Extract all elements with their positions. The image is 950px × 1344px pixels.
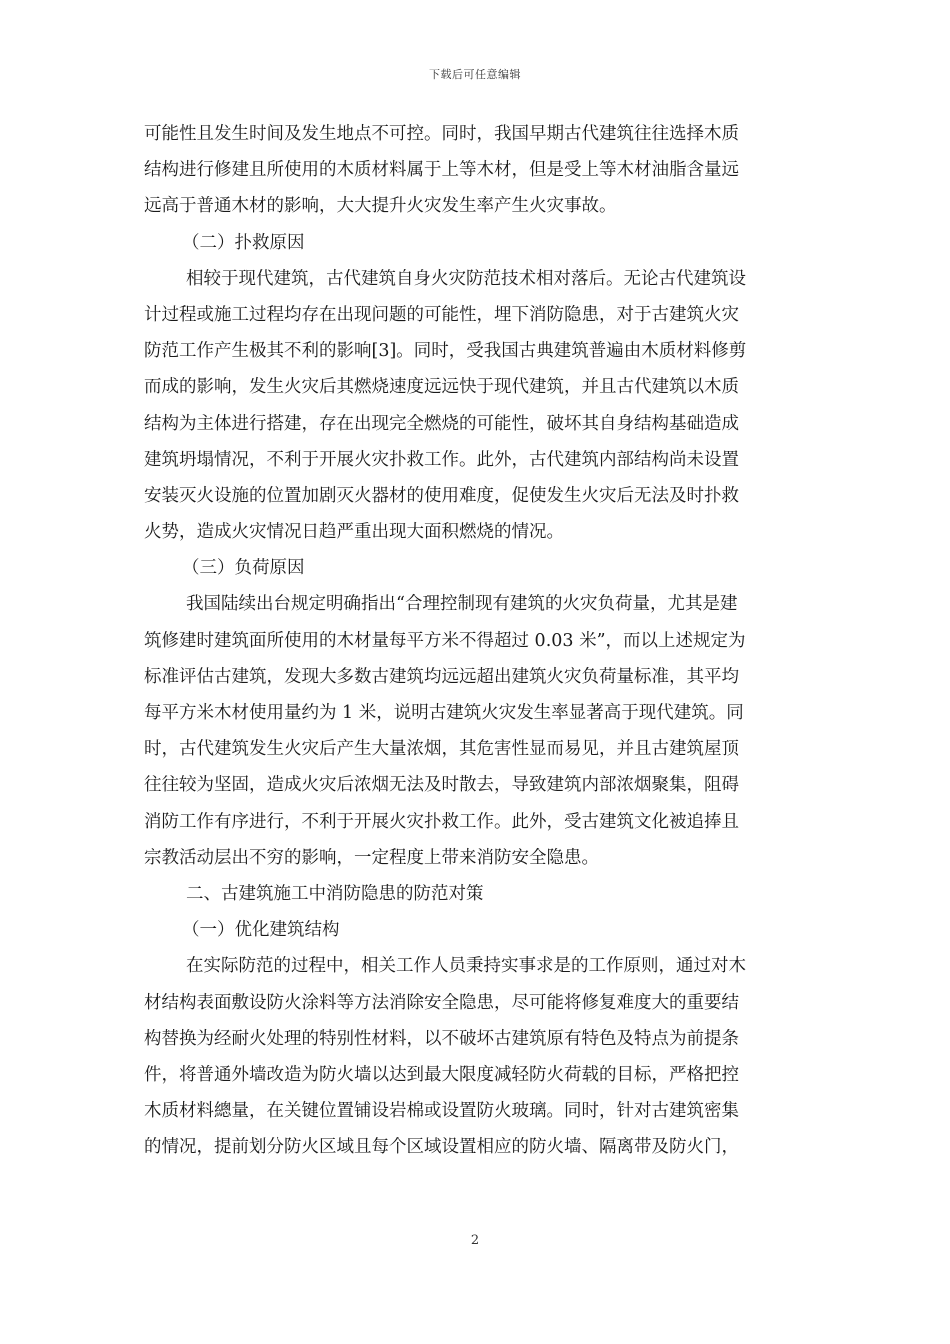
text-line: 筑修建时建筑面所使用的木材量每平方米不得超过 0.03 米”，而以上述规定为: [144, 630, 746, 651]
paragraph-first-line: 相较于现代建筑，古代建筑自身火灾防范技术相对落后。无论古代建筑设: [186, 268, 746, 289]
section-heading: （一）优化建筑结构: [182, 920, 340, 941]
text-line: 每平方米木材使用量约为 1 米，说明古建筑火灾发生率显著高于现代建筑。同: [144, 703, 744, 723]
section-heading: （三）负荷原因: [182, 558, 305, 579]
text-line: 可能性且发生时间及发生地点不可控。同时，我国早期古代建筑往往选择木质: [144, 124, 739, 144]
text-line: 建筑坍塌情况，不利于开展火灾扑救工作。此外，古代建筑内部结构尚未设置: [144, 449, 739, 470]
text-line: 防范工作产生极其不利的影响[3]。同时，受我国古典建筑普遍由木质材料修剪: [144, 341, 747, 362]
paragraph-first-line: 我国陆续出台规定明确指出“合理控制现有建筑的火灾负荷量，尤其是建: [186, 594, 738, 615]
text-line: 往往较为坚固，造成火灾后浓烟无法及时散去，导致建筑内部浓烟聚集，阻碍: [144, 775, 739, 796]
text-line: 结构为主体进行搭建，存在出现完全燃烧的可能性，破坏其自身结构基础造成: [144, 413, 739, 434]
text-line: 木质材料總量，在关键位置铺设岩棉或设置防火玻璃。同时，针对古建筑密集: [144, 1101, 739, 1122]
text-line: 消防工作有序进行，不利于开展火灾扑救工作。此外，受古建筑文化被追捧且: [144, 811, 739, 832]
text-line: 而成的影响，发生火灾后其燃烧速度远远快于现代建筑，并且古代建筑以木质: [144, 377, 739, 398]
text-line: 结构进行修建且所使用的木质材料属于上等木材，但是受上等木材油脂含量远: [144, 160, 739, 181]
text-line: 火势，造成火灾情况日趋严重出现大面积燃烧的情况。: [144, 522, 564, 543]
paragraph-first-line: 在实际防范的过程中，相关工作人员秉持实事求是的工作原则，通过对木: [186, 956, 746, 977]
chapter-heading: 二、古建筑施工中消防隐患的防范对策: [186, 883, 484, 904]
page-number: 2: [470, 1233, 480, 1248]
text-line: 安装灭火设施的位置加剧灭火器材的使用难度，促使发生火灾后无法及时扑救: [144, 485, 739, 506]
text-line: 标准评估古建筑，发现大多数古建筑均远远超出建筑火灾负荷量标准，其平均: [144, 666, 739, 687]
text-line: 材结构表面敷设防火涂料等方法消除安全隐患，尽可能将修复难度大的重要结: [144, 992, 739, 1013]
text-line: 构替换为经耐火处理的特别性材料，以不破坏古建筑原有特色及特点为前提条: [144, 1028, 739, 1049]
text-line: 时，古代建筑发生火灾后产生大量浓烟，其危害性显而易见，并且古建筑屋顶: [144, 739, 739, 760]
header-note: 下载后可任意编辑: [429, 68, 521, 81]
text-line: 远高于普通木材的影响，大大提升火灾发生率产生火灾事故。: [144, 196, 617, 217]
text-line: 件，将普通外墙改造为防火墙以达到最大限度减轻防火荷载的目标，严格把控: [144, 1064, 739, 1085]
text-line: 计过程或施工过程均存在出现问题的可能性，埋下消防隐患，对于古建筑火灾: [144, 304, 739, 325]
body-text: [144, 116, 806, 1165]
text-line: 的情况，提前划分防火区域且每个区域设置相应的防火墙、隔离带及防火门，: [144, 1137, 739, 1158]
section-heading: （二）扑救原因: [182, 232, 305, 253]
text-line: 宗教活动层出不穷的影响，一定程度上带来消防安全隐患。: [144, 847, 599, 868]
